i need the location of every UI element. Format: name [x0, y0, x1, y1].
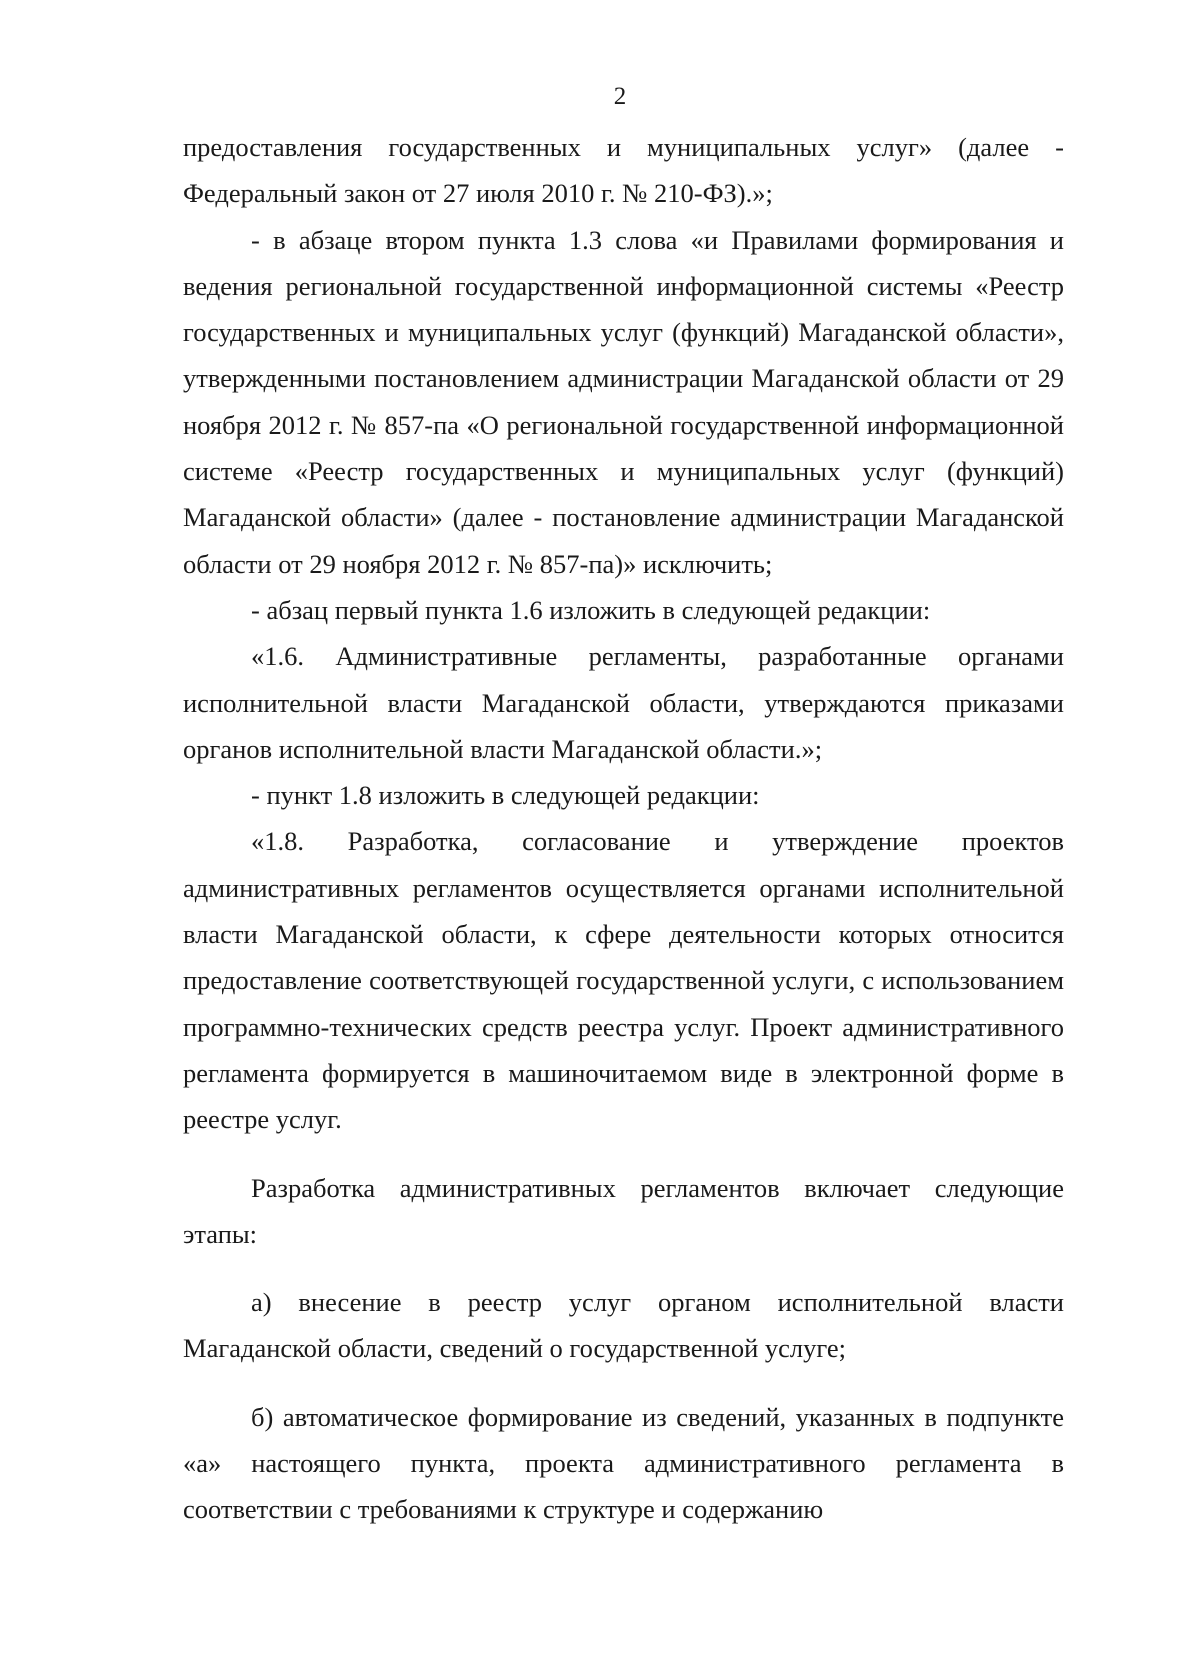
document-body — [183, 124, 1064, 1533]
paragraph: предоставления государственных и муниципальных услуг» (далее - Федеральный закон от 27 июля 2010 г. № 210-ФЗ).»; — [183, 132, 1064, 209]
paragraph: «1.8. Разработка, согласование и утверждение проектов административных регламентов осуществляется органами исполнительной власти Магаданской области, к сфере деятельности которых относится предоставление соответствующей государственной услуги, с использованием программно-технических средств реестра услуг. Проект административного регламента формируется в машиночитаемом виде в электронной форме в реестре услуг. — [183, 826, 1064, 1135]
paragraph: - в абзаце втором пункта 1.3 слова «и Правилами формирования и ведения региональной государственной информационной системы «Реестр государственных и муниципальных услуг (функций) Магаданской области», утвержденными постановлением администрации Магаданской области от 29 ноября 2012 г. № 857-па «О региональной государственной информационной системе «Реестр государственных и муниципальных услуг (функций) Магаданской области» (далее - постановление администрации Магаданской области от 29 ноября 2012 г. № 857-па)» исключить; — [183, 224, 1064, 579]
paragraph: - абзац первый пункта 1.6 изложить в следующей редакции: — [251, 594, 931, 625]
paragraph: Разработка административных регламентов включает следующие этапы: — [183, 1172, 1064, 1249]
page-number: 2 — [613, 83, 627, 110]
paragraph: б) автоматическое формирование из сведений, указанных в подпункте «а» настоящего пункта, проекта административного регламента в соответствии с требованиями к структуре и содержанию — [183, 1401, 1064, 1525]
paragraph: «1.6. Административные регламенты, разработанные органами исполнительной власти Магаданской области, утверждаются приказами органов исполнительной власти Магаданской области.»; — [183, 641, 1064, 764]
paragraph: - пункт 1.8 изложить в следующей редакции: — [251, 780, 760, 811]
paragraph: а) внесение в реестр услуг органом исполнительной власти Магаданской области, сведений о государственной услуге; — [183, 1287, 1064, 1364]
